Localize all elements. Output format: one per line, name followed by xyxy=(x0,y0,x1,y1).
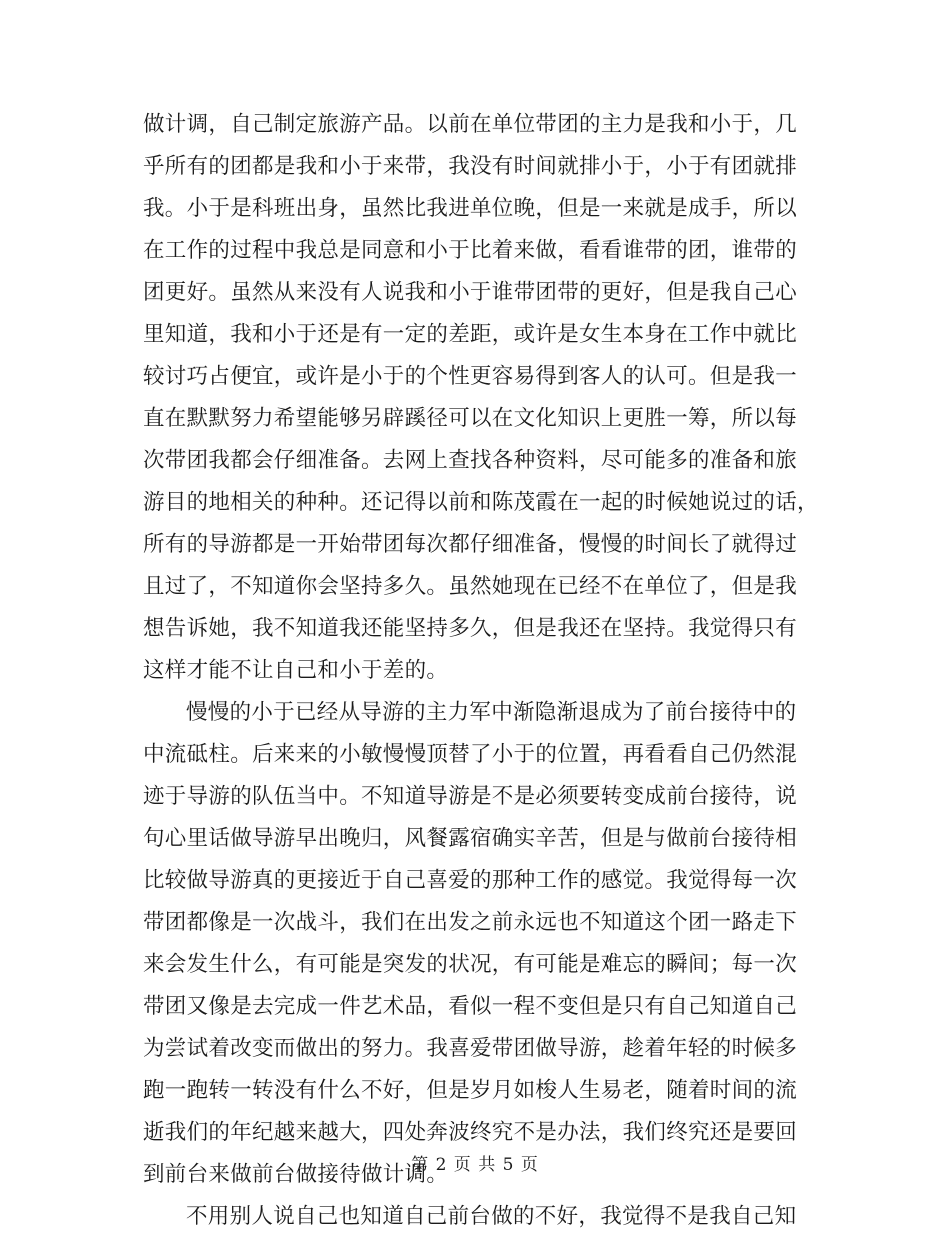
text-line: 直在默默努力希望能够另辟蹊径可以在文化知识上更胜一筹，所以每 xyxy=(143,406,798,431)
text-line: 到前台来做前台做接待做计调。 xyxy=(143,1162,449,1187)
paragraph-2 xyxy=(143,692,815,1196)
body-text xyxy=(143,104,819,1238)
text-line: 想告诉她，我不知道我还能坚持多久，但是我还在坚持。我觉得只有 xyxy=(143,616,798,641)
text-line: 这样才能不让自己和小于差的。 xyxy=(143,658,449,683)
text-line: 所有的导游都是一开始带团每次都仔细准备，慢慢的时间长了就得过 xyxy=(143,532,798,557)
text-line: 慢慢的小于已经从导游的主力军中渐隐渐退成为了前台接待中的 xyxy=(186,700,797,725)
text-line: 跑一跑转一转没有什么不好，但是岁月如梭人生易老，随着时间的流 xyxy=(143,1078,798,1103)
text-line: 且过了，不知道你会坚持多久。虽然她现在已经不在单位了，但是我 xyxy=(143,574,798,599)
text-line: 来会发生什么，有可能是突发的状况，有可能是难忘的瞬间；每一次 xyxy=(143,952,798,977)
text-line: 带团又像是去完成一件艺术品，看似一程不变但是只有自己知道自己 xyxy=(143,994,798,1019)
text-line: 团更好。虽然从来没有人说我和小于谁带团带的更好，但是我自己心 xyxy=(143,280,798,305)
text-line: 较讨巧占便宜，或许是小于的个性更容易得到客人的认可。但是我一 xyxy=(143,364,798,389)
text-line: 游目的地相关的种种。还记得以前和陈茂霞在一起的时候她说过的话， xyxy=(143,490,819,515)
text-line: 为尝试着改变而做出的努力。我喜爱带团做导游，趁着年轻的时候多 xyxy=(143,1036,798,1061)
text-line: 乎所有的团都是我和小于来带，我没有时间就排小于，小于有团就排 xyxy=(143,154,798,179)
paragraph-3 xyxy=(143,1196,815,1238)
page-number-footer: 第 2 页 共 5 页 xyxy=(411,1155,539,1175)
paragraph-1 xyxy=(143,104,819,692)
text-line: 句心里话做导游早出晚归，风餐露宿确实辛苦，但是与做前台接待相 xyxy=(143,826,798,851)
text-line: 在工作的过程中我总是同意和小于比着来做，看看谁带的团，谁带的 xyxy=(143,238,798,263)
text-line: 做计调，自己制定旅游产品。以前在单位带团的主力是我和小于，几 xyxy=(143,112,798,137)
text-line: 我。小于是科班出身，虽然比我进单位晚，但是一来就是成手，所以 xyxy=(143,196,798,221)
text-line: 迹于导游的队伍当中。不知道导游是不是必须要转变成前台接待，说 xyxy=(143,784,798,809)
text-line: 逝我们的年纪越来越大，四处奔波终究不是办法，我们终究还是要回 xyxy=(143,1120,798,1145)
text-line: 带团都像是一次战斗，我们在出发之前永远也不知道这个团一路走下 xyxy=(143,910,798,935)
text-line: 中流砥柱。后来来的小敏慢慢顶替了小于的位置，再看看自己仍然混 xyxy=(143,742,798,767)
text-line: 次带团我都会仔细准备。去网上查找各种资料，尽可能多的准备和旅 xyxy=(143,448,798,473)
text-line: 比较做导游真的更接近于自己喜爱的那种工作的感觉。我觉得每一次 xyxy=(143,868,798,893)
text-line: 里知道，我和小于还是有一定的差距，或许是女生本身在工作中就比 xyxy=(143,322,798,347)
text-line: 不用别人说自己也知道自己前台做的不好，我觉得不是我自己知 xyxy=(186,1204,797,1229)
